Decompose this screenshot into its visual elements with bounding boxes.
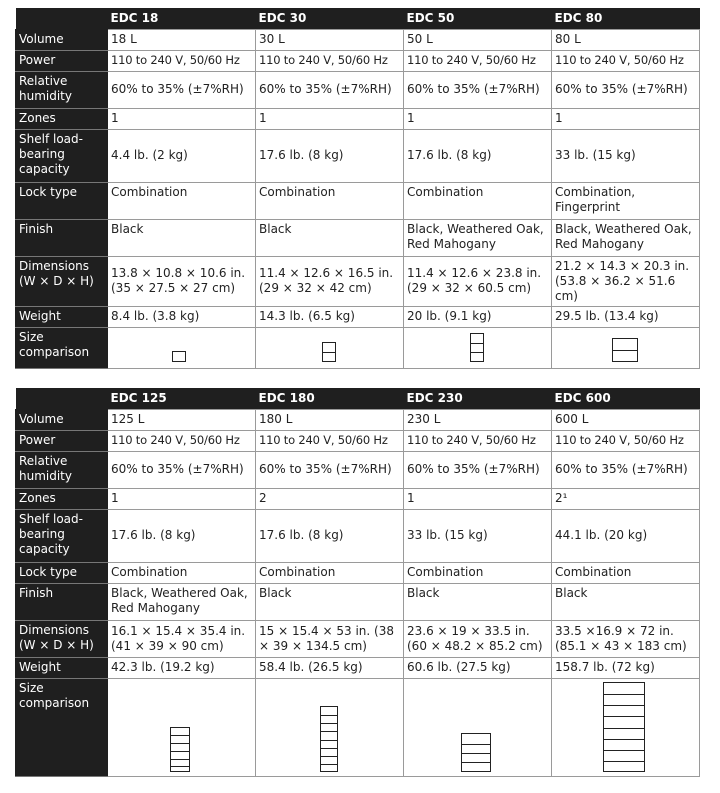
power-value: 110 to 240 V, 50/60 Hz [108,430,256,451]
size-cell [108,327,256,368]
dimensions-value: 16.1 × 15.4 × 35.4 in. (41 × 39 × 90 cm) [108,620,256,657]
row-label-volume: Volume [16,409,108,430]
dimensions-value: 11.4 × 12.6 × 16.5 in. (29 × 32 × 42 cm) [256,256,404,306]
dimensions-value: 23.6 × 19 × 33.5 in. (60 × 48.2 × 85.2 cm) [404,620,552,657]
lock-value: Combination [404,182,552,219]
size-cell [108,678,256,776]
power-value: 110 to 240 V, 50/60 Hz [552,430,700,451]
humidity-value: 60% to 35% (±7%RH) [108,451,256,488]
zones-value: 1 [552,108,700,129]
row-label-humidity: Relative humidity [16,451,108,488]
lock-value: Combination [108,182,256,219]
model-header: EDC 600 [552,388,700,409]
shelf-value: 44.1 lb. (20 kg) [552,509,700,562]
shelf-row [16,129,700,182]
humidity-row [16,451,700,488]
cabinet-80-icon [612,338,638,362]
row-label-power: Power [16,430,108,451]
finish-row [16,583,700,620]
weight-value: 14.3 lb. (6.5 kg) [256,306,404,327]
row-label-shelf: Shelf load-bearing capacity [16,509,108,562]
shelf-value: 4.4 lb. (2 kg) [108,129,256,182]
volume-value: 230 L [404,409,552,430]
cabinet-50-icon [470,333,484,362]
lock-value: Combination [256,182,404,219]
row-label-weight: Weight [16,306,108,327]
finish-row [16,219,700,256]
weight-value: 158.7 lb. (72 kg) [552,657,700,678]
dimensions-row [16,620,700,657]
weight-row [16,306,700,327]
lock-value: Combination, Fingerprint [552,182,700,219]
header-row [16,388,700,409]
weight-value: 8.4 lb. (3.8 kg) [108,306,256,327]
size-row [16,678,700,776]
humidity-row [16,71,700,108]
finish-value: Black, Weathered Oak, Red Mahogany [404,219,552,256]
shelf-value: 17.6 lb. (8 kg) [108,509,256,562]
dimensions-value: 13.8 × 10.8 × 10.6 in. (35 × 27.5 × 27 cm) [108,256,256,306]
zones-value: 1 [404,488,552,509]
humidity-value: 60% to 35% (±7%RH) [256,71,404,108]
header-corner [16,388,108,409]
spec-table-2 [15,388,700,777]
row-label-size: Size comparison [16,678,108,776]
volume-value: 80 L [552,29,700,50]
row-label-power: Power [16,50,108,71]
humidity-value: 60% to 35% (±7%RH) [552,71,700,108]
row-label-size: Size comparison [16,327,108,368]
volume-value: 125 L [108,409,256,430]
dimensions-row [16,256,700,306]
row-label-finish: Finish [16,583,108,620]
weight-value: 29.5 lb. (13.4 kg) [552,306,700,327]
zones-value: 1 [404,108,552,129]
finish-value: Black [552,583,700,620]
spec-table-1 [15,8,700,369]
row-label-shelf: Shelf load-bearing capacity [16,129,108,182]
model-header: EDC 180 [256,388,404,409]
row-label-zones: Zones [16,488,108,509]
volume-row [16,29,700,50]
power-value: 110 to 240 V, 50/60 Hz [256,50,404,71]
shelf-value: 17.6 lb. (8 kg) [256,509,404,562]
row-label-dimensions: Dimensions (W × D × H) [16,620,108,657]
size-cell [552,678,700,776]
cabinet-600-icon [603,682,645,772]
row-label-dimensions: Dimensions (W × D × H) [16,256,108,306]
finish-value: Black, Weathered Oak, Red Mahogany [108,583,256,620]
volume-value: 30 L [256,29,404,50]
finish-value: Black [404,583,552,620]
power-value: 110 to 240 V, 50/60 Hz [256,430,404,451]
weight-value: 20 lb. (9.1 kg) [404,306,552,327]
weight-row [16,657,700,678]
finish-value: Black, Weathered Oak, Red Mahogany [552,219,700,256]
volume-value: 50 L [404,29,552,50]
humidity-value: 60% to 35% (±7%RH) [404,451,552,488]
model-header: EDC 30 [256,8,404,29]
power-value: 110 to 240 V, 50/60 Hz [404,430,552,451]
cabinet-18-icon [172,351,186,362]
size-cell [256,327,404,368]
zones-row [16,488,700,509]
lock-value: Combination [108,562,256,583]
zones-value: 1 [256,108,404,129]
humidity-value: 60% to 35% (±7%RH) [256,451,404,488]
size-cell [256,678,404,776]
dimensions-value: 33.5 ×16.9 × 72 in. (85.1 × 43 × 183 cm) [552,620,700,657]
weight-value: 58.4 lb. (26.5 kg) [256,657,404,678]
zones-value: 1 [108,488,256,509]
finish-value: Black [256,219,404,256]
lock-row [16,562,700,583]
power-row [16,430,700,451]
shelf-value: 17.6 lb. (8 kg) [404,129,552,182]
humidity-value: 60% to 35% (±7%RH) [552,451,700,488]
dimensions-value: 11.4 × 12.6 × 23.8 in. (29 × 32 × 60.5 cm) [404,256,552,306]
volume-value: 600 L [552,409,700,430]
shelf-value: 33 lb. (15 kg) [552,129,700,182]
power-value: 110 to 240 V, 50/60 Hz [108,50,256,71]
header-corner [16,8,108,29]
row-label-humidity: Relative humidity [16,71,108,108]
volume-row [16,409,700,430]
lock-value: Combination [552,562,700,583]
finish-value: Black [256,583,404,620]
shelf-value: 33 lb. (15 kg) [404,509,552,562]
power-row [16,50,700,71]
finish-value: Black [108,219,256,256]
lock-value: Combination [404,562,552,583]
power-value: 110 to 240 V, 50/60 Hz [552,50,700,71]
row-label-finish: Finish [16,219,108,256]
volume-value: 18 L [108,29,256,50]
lock-value: Combination [256,562,404,583]
zones-value: 2 [256,488,404,509]
model-header: EDC 50 [404,8,552,29]
dimensions-value: 21.2 × 14.3 × 20.3 in. (53.8 × 36.2 × 51.6 cm) [552,256,700,306]
cabinet-180-icon [320,706,338,772]
lock-row [16,182,700,219]
dimensions-value: 15 × 15.4 × 53 in. (38 × 39 × 134.5 cm) [256,620,404,657]
shelf-row [16,509,700,562]
zones-value: 1 [108,108,256,129]
zones-value: 2¹ [552,488,700,509]
row-label-lock: Lock type [16,182,108,219]
model-header: EDC 230 [404,388,552,409]
model-header: EDC 125 [108,388,256,409]
cabinet-230-icon [461,733,491,772]
size-row [16,327,700,368]
header-row [16,8,700,29]
weight-value: 42.3 lb. (19.2 kg) [108,657,256,678]
size-cell [404,678,552,776]
size-cell [404,327,552,368]
model-header: EDC 80 [552,8,700,29]
power-value: 110 to 240 V, 50/60 Hz [404,50,552,71]
row-label-lock: Lock type [16,562,108,583]
model-header: EDC 18 [108,8,256,29]
humidity-value: 60% to 35% (±7%RH) [108,71,256,108]
cabinet-125-icon [170,727,190,772]
zones-row [16,108,700,129]
row-label-zones: Zones [16,108,108,129]
shelf-value: 17.6 lb. (8 kg) [256,129,404,182]
volume-value: 180 L [256,409,404,430]
row-label-volume: Volume [16,29,108,50]
size-cell [552,327,700,368]
cabinet-30-icon [322,342,336,362]
weight-value: 60.6 lb. (27.5 kg) [404,657,552,678]
row-label-weight: Weight [16,657,108,678]
humidity-value: 60% to 35% (±7%RH) [404,71,552,108]
